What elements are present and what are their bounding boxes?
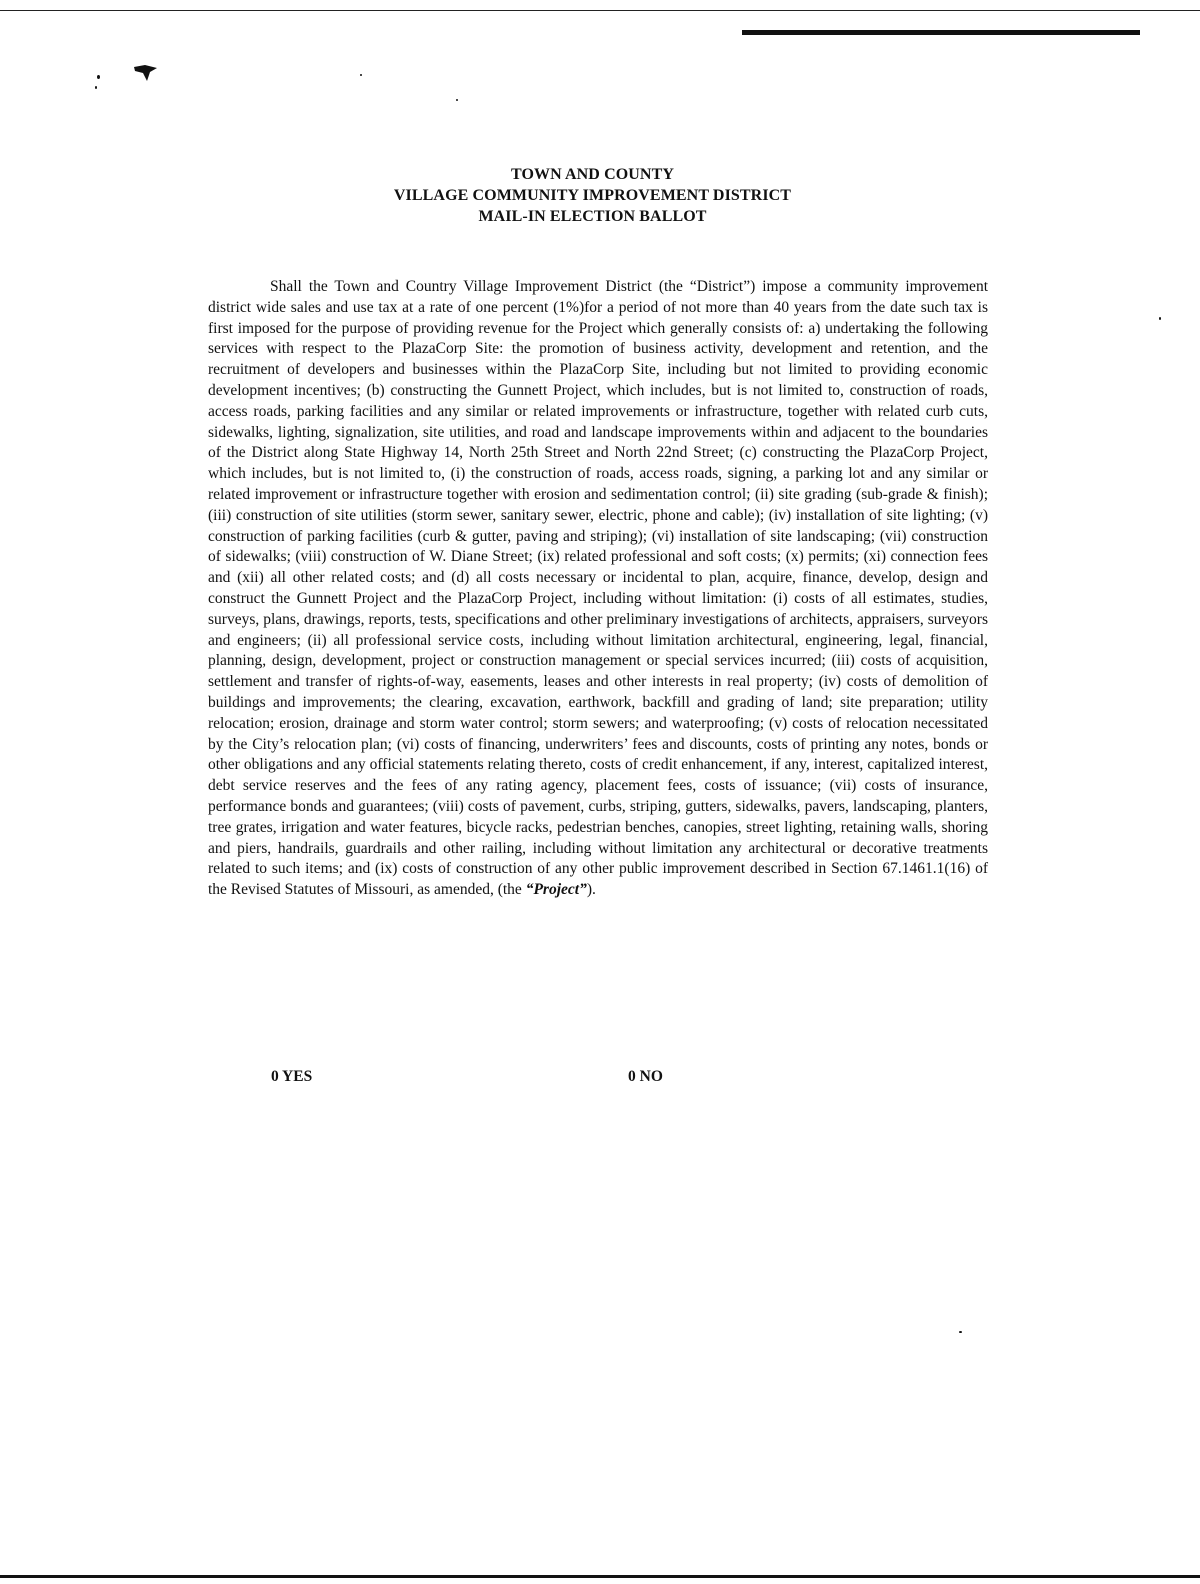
scan-bar-top-right [742,30,1140,35]
header-line-3: MAIL-IN ELECTION BALLOT [478,208,707,225]
header-line-1: TOWN AND COUNTY [511,166,674,183]
scan-speck [95,86,97,89]
scan-artifact-mark [133,64,159,82]
scan-speck [959,1331,962,1333]
project-defined-term: “Project” [525,881,587,899]
ballot-question [208,277,988,901]
scan-edge-line-bottom [0,1575,1200,1578]
ballot-header [0,164,1185,227]
scan-edge-line-top [0,10,1200,11]
scan-speck [456,99,458,101]
vote-option-yes[interactable]: 0 YES [271,1068,313,1085]
ballot-question-text: Shall the Town and Country Village Improvement District (the “District”) impose a community improvement district wide sales and use tax at a rate of one percent (1%)for a period of not more than 40 years from the date such tax is first imposed for the purpose of providing revenue for the Project which generally consists of: a) undertaking the following services with respect to the PlazaCorp Site: the promotion of business activity, development and retention, and the recruitment of developers and businesses within the PlazaCorp Site, including but not limited to providing economic development incentives; (b) constructing the Gunnett Project, which includes, but is not limited to, construction of roads, access roads, parking facilities and any similar or related improvements or infrastructure, together with related curb cuts, sidewalks, lighting, signalization, site utilities, and road and landscape improvements within and adjacent to the boundaries of the District along State Highway 14, North 25th Street and North 22nd Street; (c) constructing the PlazaCorp Project, which includes, but is not limited to, (i) the construction of roads, access roads, signing, a parking lot and any similar or related improvement or infrastructure together with erosion and sedimentation control; (ii) site grading (sub-grade & finish); (iii) construction of site utilities (storm sewer, sanitary sewer, electric, phone and cable); (iv) installation of site lighting; (v) construction of parking facilities (curb & gutter, paving and striping); (vi) installation of site landscaping; (vii) construction of sidewalks; (viii) construction of W. Diane Street; (ix) related professional and soft costs; (x) permits; (xi) connection fees and (xii) all other related costs; and (d) all costs necessary or incidental to plan, acquire, finance, develop, design and construct the Gunnett Project and the PlazaCorp Project, including without limitation: (i) costs of all estimates, studies, surveys, plans, drawings, reports, tests, specifications and other preliminary investigations of architects, appraisers, surveyors and engineers; (ii) all professional service costs, including without limitation architectural, engineering, legal, financial, planning, design, development, project or construction management or special services incurred; (iii) costs of acquisition, settlement and transfer of rights-of-way, easements, leases and other interests in real property; (iv) costs of demolition of buildings and improvements; the clearing, excavation, earthwork, backfill and grading of land; site preparation; utility relocation; erosion, drainage and storm water control; storm sewers; and waterproofing; (v) costs of relocation necessitated by the City’s relocation plan; (vi) costs of financing, underwriters’ fees and discounts, costs of printing any notes, bonds or other obligations and any official statements relating thereto, costs of credit enhancement, if any, interest, capitalized interest, debt service reserves and the fees of any rating agency, placement fees, costs of issuance; (vii) costs of insurance, performance bonds and guarantees; (viii) costs of pavement, curbs, striping, gutters, sidewalks, pavers, landscaping, planters, tree grates, irrigation and water features, bicycle racks, pedestrian benches, canopies, street lighting, retaining walls, shoring and piers, handrails, guardrails and other railing, including without limitation any architectural or decorative treatments related to such items; and (ix) costs of construction of any other public improvement described in Section 67.1461.1(16) of the Revised Statutes of Missouri, as amended, (the [208,278,988,899]
scan-speck [1159,317,1161,320]
ballot-question-closing: ). [586,881,596,899]
vote-option-no[interactable]: 0 NO [628,1068,663,1085]
scan-speck [97,75,100,79]
header-line-2: VILLAGE COMMUNITY IMPROVEMENT DISTRICT [393,187,792,204]
scan-speck [360,74,362,76]
